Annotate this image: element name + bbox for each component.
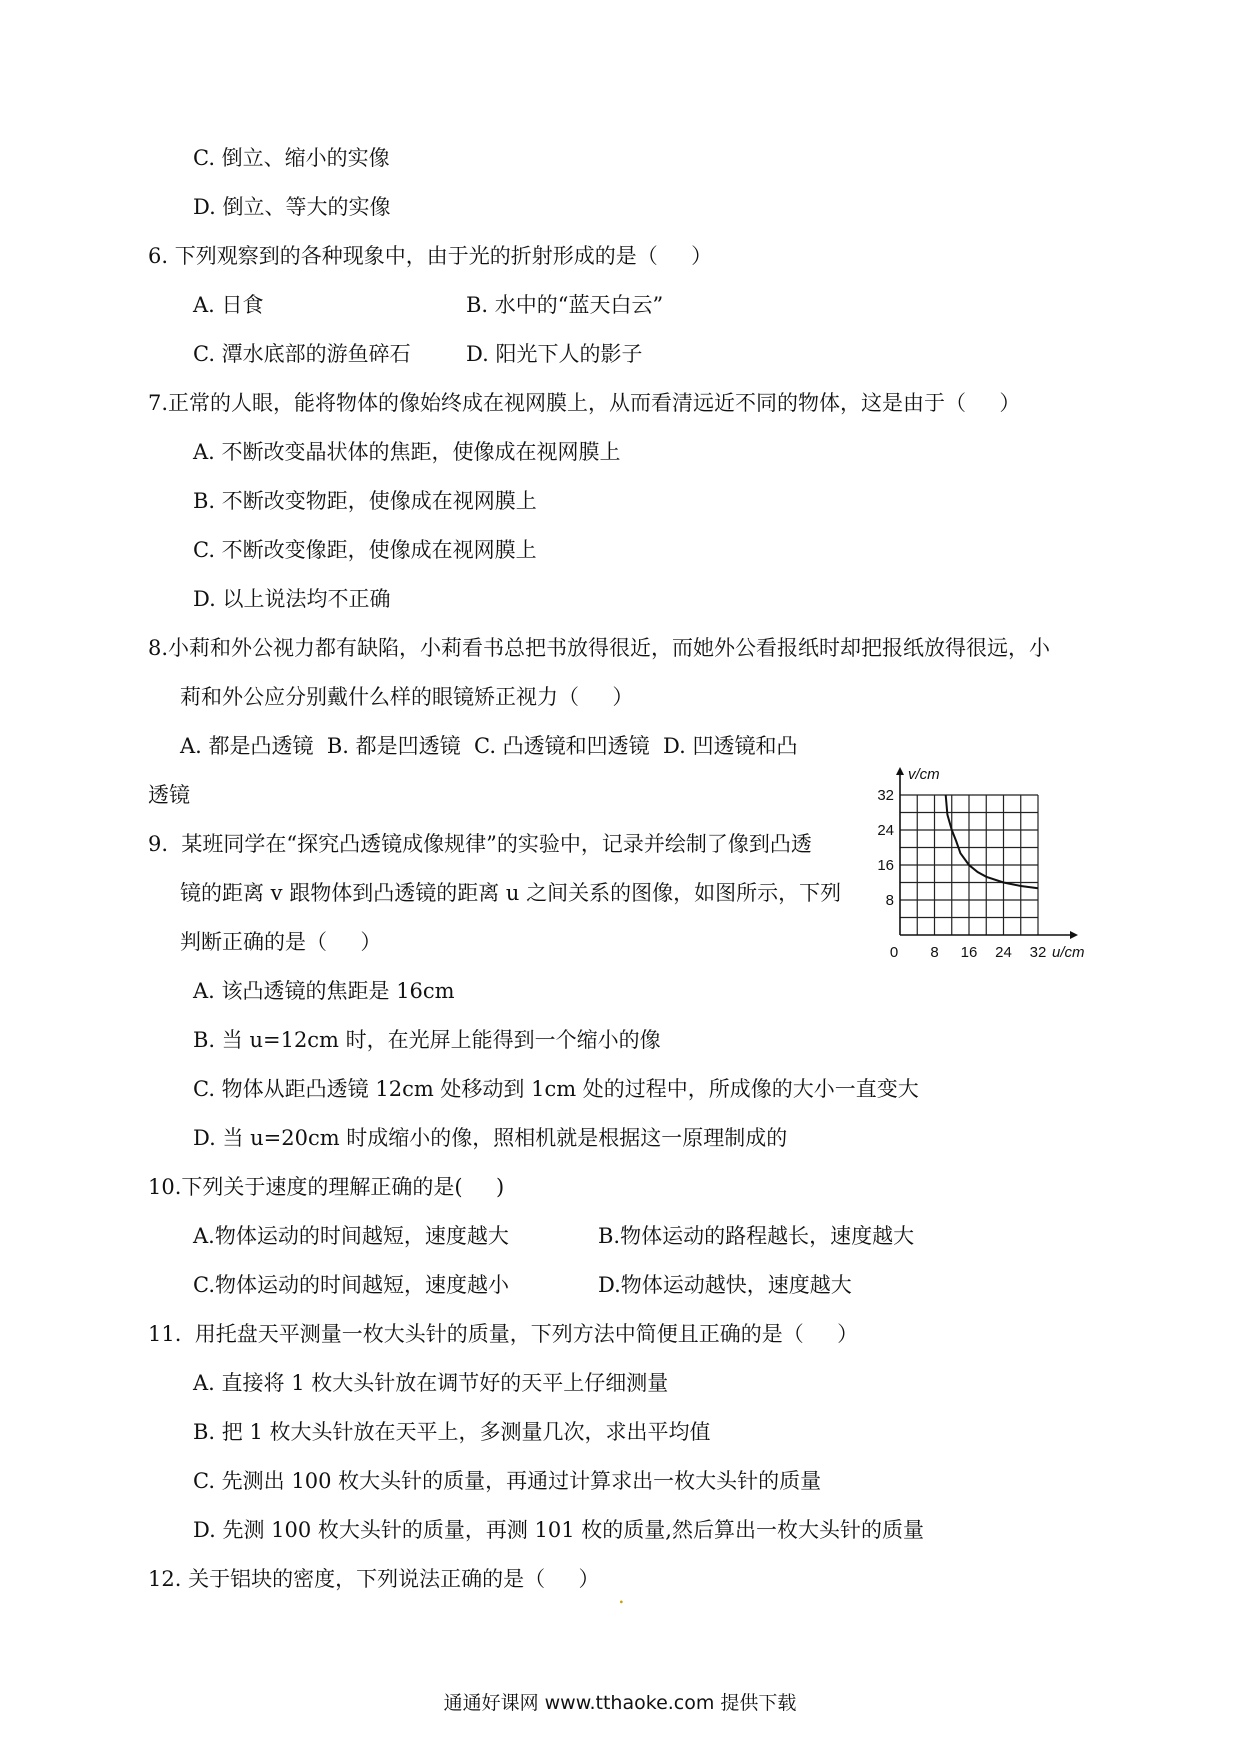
text-line-l21: B. 当 u=12cm 时，在光屏上能得到一个缩小的像: [193, 1028, 661, 1052]
text-line-l03: 6. 下列观察到的各种现象中，由于光的折射形成的是（ ）: [148, 244, 713, 268]
text-line-l30: A. 直接将 1 枚大头针放在调节好的天平上仔细测量: [193, 1371, 669, 1395]
x-tick-label-24: 24: [995, 944, 1012, 961]
text-line-l27: C.物体运动的时间越短，速度越小: [193, 1273, 509, 1297]
text-line-l20: A. 该凸透镜的焦距是 16cm: [193, 979, 455, 1003]
text-line-l24: 10.下列关于速度的理解正确的是( ): [148, 1175, 505, 1199]
footer-text: 通通好课网 www.tthaoke.com 提供下载: [443, 1692, 797, 1714]
text-line-l26: B.物体运动的路程越长，速度越大: [598, 1224, 915, 1248]
y-axis-label: v/cm: [908, 766, 940, 783]
text-line-l29: 11. 用托盘天平测量一枚大头针的质量，下列方法中简便且正确的是（ ）: [148, 1322, 859, 1346]
text-line-l33: D. 先测 100 枚大头针的质量，再测 101 枚的质量,然后算出一枚大头针的质量: [193, 1518, 924, 1542]
text-line-l34: 12. 关于铝块的密度，下列说法正确的是（ ）: [148, 1567, 600, 1591]
text-line-l22: C. 物体从距凸透镜 12cm 处移动到 1cm 处的过程中，所成像的大小一直变大: [193, 1077, 919, 1101]
y-tick-label-8: 8: [885, 892, 894, 909]
text-line-l02: D. 倒立、等大的实像: [193, 195, 391, 219]
text-line-l23: D. 当 u=20cm 时成缩小的像，照相机就是根据这一原理制成的: [193, 1126, 788, 1150]
text-line-l13: 8.小莉和外公视力都有缺陷，小莉看书总把书放得很近，而她外公看报纸时却把报纸放得很远，小: [148, 636, 1051, 660]
trailing-mark: .: [618, 1584, 625, 1608]
y-tick-label-32: 32: [877, 787, 894, 804]
text-line-l12: D. 以上说法均不正确: [193, 587, 391, 611]
text-line-l28: D.物体运动越快，速度越大: [598, 1273, 852, 1297]
uv-graph: [868, 760, 1104, 965]
text-line-l08: 7.正常的人眼，能将物体的像始终成在视网膜上，从而看清远近不同的物体，这是由于（ ）: [148, 391, 1021, 415]
text-line-l05: B. 水中的“蓝天白云”: [466, 293, 664, 317]
origin-label: 0: [889, 944, 899, 961]
text-line-l19: 判断正确的是（ ）: [180, 930, 382, 954]
text-line-l16: 透镜: [148, 783, 190, 807]
text-line-l31: B. 把 1 枚大头针放在天平上，多测量几次，求出平均值: [193, 1420, 711, 1444]
text-line-l07: D. 阳光下人的影子: [466, 342, 643, 366]
text-line-l25: A.物体运动的时间越短，速度越大: [193, 1224, 509, 1248]
x-tick-label-16: 16: [960, 944, 978, 961]
text-line-l01: C. 倒立、缩小的实像: [193, 146, 390, 170]
x-tick-label-8: 8: [930, 944, 939, 961]
text-line-l10: B. 不断改变物距，使像成在视网膜上: [193, 489, 537, 513]
x-axis-arrow: [1070, 931, 1078, 939]
text-line-l09: A. 不断改变晶状体的焦距，使像成在视网膜上: [193, 440, 621, 464]
text-line-l17: 9. 某班同学在“探究凸透镜成像规律”的实验中，记录并绘制了像到凸透: [148, 832, 812, 856]
y-tick-label-16: 16: [877, 857, 894, 874]
y-axis-arrow: [896, 767, 904, 775]
x-tick-label-32: 32: [1029, 944, 1047, 961]
text-line-l06: C. 潭水底部的游鱼碎石: [193, 342, 411, 366]
text-line-l14: 莉和外公应分别戴什么样的眼镜矫正视力（ ）: [180, 685, 634, 709]
series-line-0: [946, 795, 1038, 888]
text-line-l18: 镜的距离 v 跟物体到凸透镜的距离 u 之间关系的图像，如图所示，下列: [180, 881, 842, 905]
text-line-l15: A. 都是凸透镜 B. 都是凹透镜 C. 凸透镜和凹透镜 D. 凹透镜和凸: [180, 734, 798, 758]
y-tick-label-24: 24: [877, 822, 894, 839]
text-line-l11: C. 不断改变像距，使像成在视网膜上: [193, 538, 537, 562]
text-line-l04: A. 日食: [193, 293, 264, 317]
x-axis-label: u/cm: [1052, 944, 1085, 961]
text-line-l32: C. 先测出 100 枚大头针的质量，再通过计算求出一枚大头针的质量: [193, 1469, 822, 1493]
